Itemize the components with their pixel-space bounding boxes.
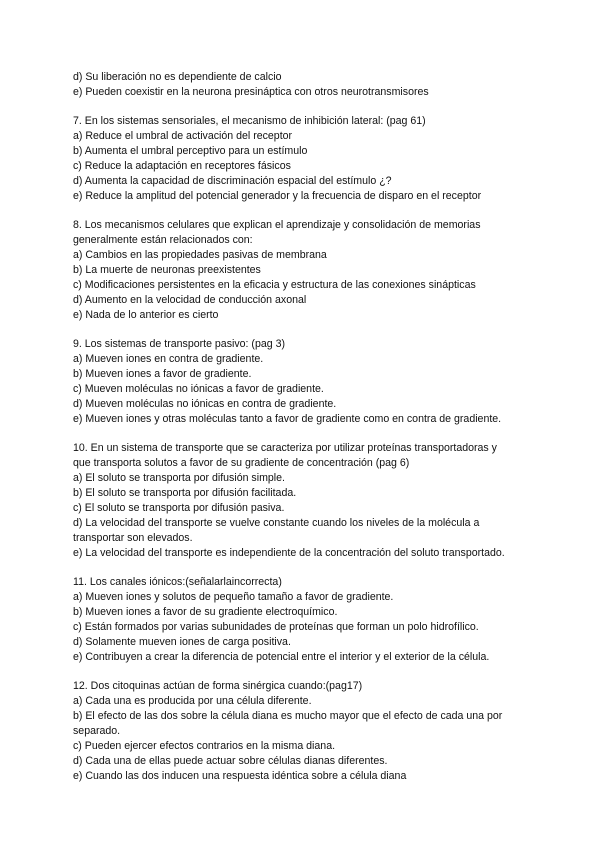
previous-question-tail <box>73 70 573 100</box>
question-stem: generalmente están relacionados con: <box>73 234 253 246</box>
answer-option: d) Aumento en la velocidad de conducción axonal <box>73 294 307 306</box>
answer-option: e) Nada de lo anterior es cierto <box>73 309 219 321</box>
question-stem: 10. En un sistema de transporte que se caracteriza por utilizar proteínas transportadoras y <box>73 442 497 454</box>
option-d: d) Su liberación no es dependiente de calcio <box>73 71 282 83</box>
answer-option: e) Cuando las dos inducen una respuesta idéntica sobre a célula diana <box>73 770 407 782</box>
answer-option: a) Reduce el umbral de activación del receptor <box>73 130 293 142</box>
answer-option: e) Mueven iones y otras moléculas tanto a favor de gradiente como en contra de gradiente. <box>73 413 502 425</box>
answer-option: c) Modificaciones persistentes en la eficacia y estructura de las conexiones sinápticas <box>73 279 476 291</box>
question-block <box>73 575 573 665</box>
question-stem: 7. En los sistemas sensoriales, el mecanismo de inhibición lateral: (pag 61) <box>73 115 426 127</box>
answer-option: e) Reduce la amplitud del potencial generador y la frecuencia de disparo en el receptor <box>73 190 482 202</box>
answer-option: b) El soluto se transporta por difusión facilitada. <box>73 487 297 499</box>
answer-option: c) Mueven moléculas no iónicas a favor de gradiente. <box>73 383 324 395</box>
answer-option: b) Mueven iones a favor de su gradiente electroquímico. <box>73 606 338 618</box>
answer-option: c) Están formados por varias subunidades de proteínas que forman un polo hidrofílico. <box>73 621 479 633</box>
question-stem: 12. Dos citoquinas actúan de forma sinérgica cuando:(pag17) <box>73 680 363 692</box>
answer-option: a) Mueven iones y solutos de pequeño tamaño a favor de gradiente. <box>73 591 394 603</box>
answer-option: e) La velocidad del transporte es independiente de la concentración del soluto transportado. <box>73 547 505 559</box>
question-block <box>73 441 573 561</box>
answer-option: a) Cambios en las propiedades pasivas de membrana <box>73 249 327 261</box>
answer-option: transportar son elevados. <box>73 532 193 544</box>
question-stem: 9. Los sistemas de transporte pasivo: (pag 3) <box>73 338 285 350</box>
answer-option: d) Mueven moléculas no iónicas en contra de gradiente. <box>73 398 337 410</box>
answer-option: b) Mueven iones a favor de gradiente. <box>73 368 252 380</box>
answer-option: a) Cada una es producida por una célula diferente. <box>73 695 312 707</box>
question-block <box>73 218 573 323</box>
answer-option: b) El efecto de las dos sobre la célula diana es mucho mayor que el efecto de cada una por <box>73 710 503 722</box>
document-page <box>73 70 573 798</box>
answer-option: c) Pueden ejercer efectos contrarios en la misma diana. <box>73 740 336 752</box>
answer-option: b) Aumenta el umbral perceptivo para un estímulo <box>73 145 308 157</box>
answer-option: e) Contribuyen a crear la diferencia de potencial entre el interior y el exterior de la célula. <box>73 651 490 663</box>
question-stem: que transporta solutos a favor de su gradiente de concentración (pag 6) <box>73 457 410 469</box>
question-stem: 11. Los canales iónicos:(señalarlaincorrecta) <box>73 576 282 588</box>
question-block <box>73 679 573 784</box>
answer-option: a) Mueven iones en contra de gradiente. <box>73 353 264 365</box>
answer-option: d) Solamente mueven iones de carga positiva. <box>73 636 291 648</box>
question-list <box>73 114 573 784</box>
answer-option: separado. <box>73 725 121 737</box>
question-block <box>73 337 573 427</box>
answer-option: d) Aumenta la capacidad de discriminación espacial del estímulo ¿? <box>73 175 392 187</box>
answer-option: c) El soluto se transporta por difusión pasiva. <box>73 502 285 514</box>
answer-option: a) El soluto se transporta por difusión simple. <box>73 472 285 484</box>
answer-option: b) La muerte de neuronas preexistentes <box>73 264 261 276</box>
option-e: e) Pueden coexistir en la neurona presináptica con otros neurotransmisores <box>73 86 429 98</box>
answer-option: d) La velocidad del transporte se vuelve constante cuando los niveles de la molécula a <box>73 517 480 529</box>
answer-option: d) Cada una de ellas puede actuar sobre células dianas diferentes. <box>73 755 388 767</box>
question-block <box>73 114 573 204</box>
question-stem: 8. Los mecanismos celulares que explican el aprendizaje y consolidación de memorias <box>73 219 481 231</box>
answer-option: c) Reduce la adaptación en receptores fásicos <box>73 160 291 172</box>
